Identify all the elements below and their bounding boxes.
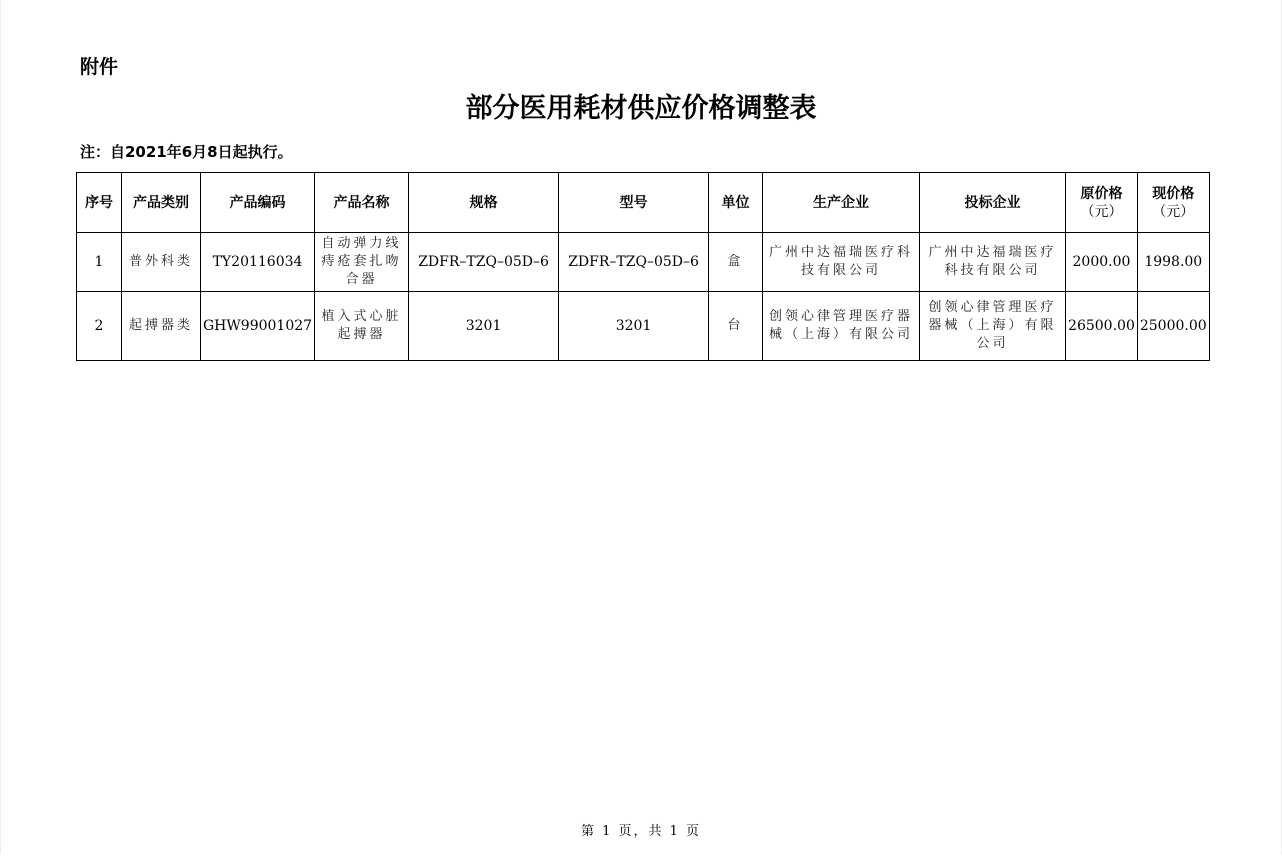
cell-orig-price: 26500.00 bbox=[1066, 292, 1138, 361]
cell-category: 起搏器类 bbox=[122, 292, 201, 361]
cell-bidder: 广州中达福瑞医疗科技有限公司 bbox=[920, 233, 1066, 292]
cell-unit: 盒 bbox=[709, 233, 763, 292]
header-bidder: 投标企业 bbox=[920, 173, 1066, 233]
cell-orig-price: 2000.00 bbox=[1066, 233, 1138, 292]
attachment-label: 附件 bbox=[80, 56, 119, 78]
header-code: 产品编码 bbox=[201, 173, 315, 233]
cell-code: TY20116034 bbox=[201, 233, 315, 292]
cell-spec: ZDFR–TZQ–05D–6 bbox=[409, 233, 559, 292]
cell-unit: 台 bbox=[709, 292, 763, 361]
cell-category: 普外科类 bbox=[122, 233, 201, 292]
header-manufacturer: 生产企业 bbox=[763, 173, 920, 233]
header-name: 产品名称 bbox=[315, 173, 409, 233]
table-row bbox=[77, 292, 1210, 361]
header-no: 序号 bbox=[77, 173, 122, 233]
table-row bbox=[77, 233, 1210, 292]
header-new-price bbox=[1137, 173, 1209, 233]
cell-model: ZDFR–TZQ–05D–6 bbox=[559, 233, 709, 292]
header-orig-price bbox=[1066, 173, 1138, 233]
header-orig-price-line2: （元） bbox=[1080, 203, 1123, 220]
cell-code: GHW99001027 bbox=[201, 292, 315, 361]
header-orig-price-line1: 原价格 bbox=[1080, 185, 1123, 202]
cell-new-price: 25000.00 bbox=[1137, 292, 1209, 361]
header-model: 型号 bbox=[559, 173, 709, 233]
cell-no: 1 bbox=[77, 233, 122, 292]
cell-bidder: 创领心律管理医疗器械（上海）有限公司 bbox=[920, 292, 1066, 361]
header-spec: 规格 bbox=[409, 173, 559, 233]
cell-name: 植入式心脏起搏器 bbox=[315, 292, 409, 361]
cell-model: 3201 bbox=[559, 292, 709, 361]
header-new-price-line1: 现价格 bbox=[1152, 185, 1195, 202]
cell-name: 自动弹力线痔疮套扎吻合器 bbox=[315, 233, 409, 292]
cell-no: 2 bbox=[77, 292, 122, 361]
cell-manufacturer: 创领心律管理医疗器械（上海）有限公司 bbox=[763, 292, 920, 361]
price-adjustment-table bbox=[76, 172, 1210, 361]
cell-manufacturer: 广州中达福瑞医疗科技有限公司 bbox=[763, 233, 920, 292]
cell-new-price: 1998.00 bbox=[1137, 233, 1209, 292]
page-footer: 第 1 页，共 1 页 bbox=[580, 824, 702, 839]
header-new-price-line2: （元） bbox=[1152, 203, 1195, 220]
header-category: 产品类别 bbox=[122, 173, 201, 233]
cell-spec: 3201 bbox=[409, 292, 559, 361]
header-unit: 单位 bbox=[709, 173, 763, 233]
table-header-row bbox=[77, 173, 1210, 233]
document-title: 部分医用耗材供应价格调整表 bbox=[465, 93, 817, 124]
effective-date-note: 注：自2021年6月8日起执行。 bbox=[80, 143, 293, 161]
